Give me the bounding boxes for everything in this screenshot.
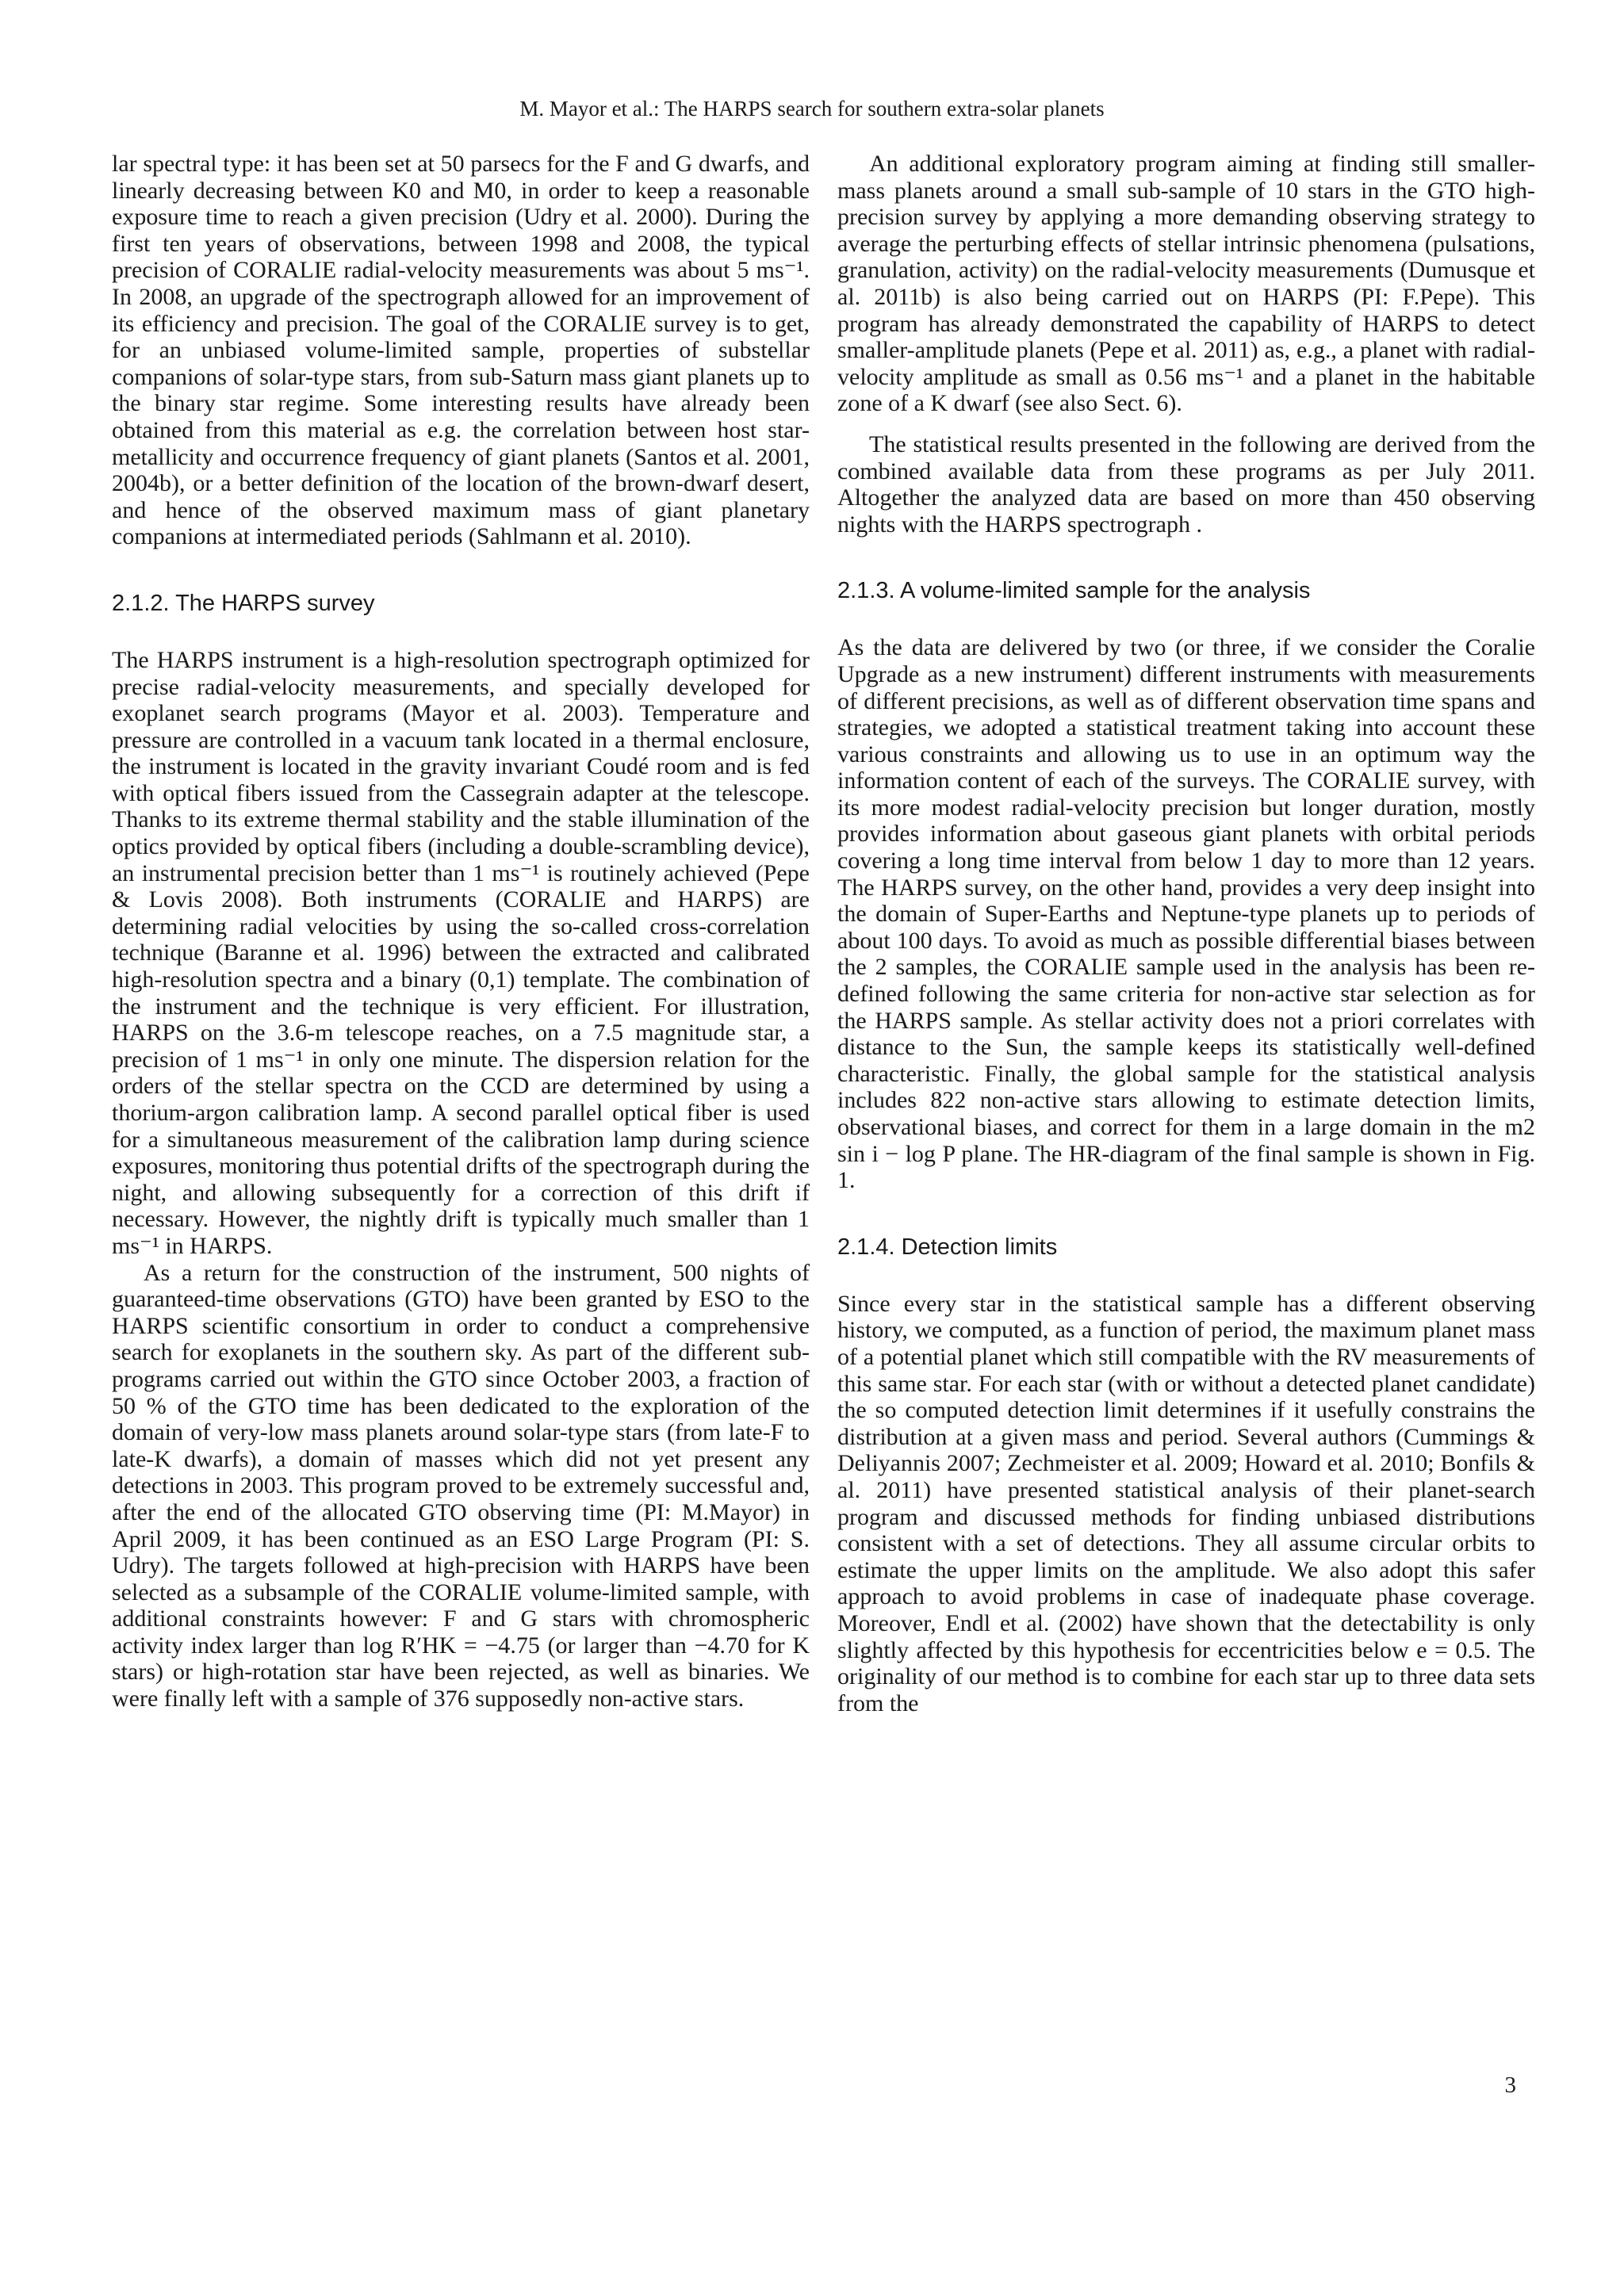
paragraph-volume-limited-sample: As the data are delivered by two (or three, if we consider the Coralie Upgrade as a new instrument) different instruments with measurements of different precisions, as well as of different observation time spans and strategies, we adopted a statistical treatment taking into account these various constraints and allowing us to use in an optimum way the information content of each of the surveys. The CORALIE survey, with its more modest radial-velocity precision but longer duration, mostly provides information about gaseous giant planets with orbital periods covering a long time interval from below 1 day to more than 12 years. The HARPS survey, on the other hand, provides a very deep insight into the domain of Super-Earths and Neptune-type planets up to periods of about 100 days. To avoid as much as possible differential biases between the 2 samples, the CORALIE sample used in the analysis has been re-defined following the same criteria for non-active star selection as for the HARPS sample. As stellar activity does not a priori correlates with distance to the Sun, the sample keeps its statistically well-defined characteristic. Finally, the global sample for the statistical analysis includes 822 non-active stars allowing to estimate detection limits, observational biases, and correct for them in a large domain in the m2 sin i − log P plane. The HR-diagram of the final sample is shown in Fig. 1. — [837, 634, 1535, 1194]
paragraph-harps-instrument: The HARPS instrument is a high-resolution spectrograph optimized for precise radial-velocity measurements, and specially developed for exoplanet search programs (Mayor et al. 2003). Temperature and pressure are controlled in a vacuum tank located in a thermal enclosure, the instrument is located in the gravity invariant Coudé room and is fed with optical fibers issued from the Cassegrain adapter at the telescope. Thanks to its extreme thermal stability and the stable illumination of the optics provided by optical fibers (including a double-scrambling device), an instrumental precision better than 1 ms⁻¹ is routinely achieved (Pepe & Lovis 2008). Both instruments (CORALIE and HARPS) are determining radial velocities by using the so-called cross-correlation technique (Baranne et al. 1996) between the extracted and calibrated high-resolution spectra and a binary (0,1) template. The combination of the instrument and the technique is very efficient. For illustration, HARPS on the 3.6-m telescope reaches, on a 7.5 magnitude star, a precision of 1 ms⁻¹ in only one minute. The dispersion relation for the orders of the stellar spectra on the CCD are determined by using a thorium-argon calibration lamp. A second parallel optical fiber is used for a simultaneous measurement of the calibration lamp during science exposures, monitoring thus potential drifts of the spectrograph during the night, and allowing subsequently for a correction of this drift if necessary. However, the nightly drift is typically much smaller than 1 ms⁻¹ in HARPS. — [112, 646, 810, 1259]
section-heading-detection-limits: 2.1.4. Detection limits — [837, 1234, 1058, 1260]
paragraph-gto: As a return for the construction of the instrument, 500 nights of guaranteed-time observations (GTO) have been granted by ESO to the HARPS scientific consortium in order to conduct a comprehensive search for exoplanets in the southern sky. As part of the different sub-programs carried out within the GTO since October 2003, a fraction of 50 % of the GTO time has been dedicated to the exploration of the domain of very-low mass planets around solar-type stars (from late-F to late-K dwarfs), a domain of masses which did not yet present any detections in 2003. This program proved to be extremely successful and, after the end of the allocated GTO observing time (PI: M.Mayor) in April 2009, it has been continued as an ESO Large Program (PI: S. Udry). The targets followed at high-precision with HARPS have been selected as a subsample of the CORALIE volume-limited sample, with additional constraints however: F and G stars with chromospheric activity index larger than log R′HK = −4.75 (or larger than −4.70 for K stars) or high-rotation star have been rejected, as well as binaries. We were finally left with a sample of 376 supposedly non-active stars. — [112, 1259, 810, 1712]
section-heading-harps-survey: 2.1.2. The HARPS survey — [112, 590, 375, 616]
running-header: M. Mayor et al.: The HARPS search for southern extra-solar planets — [519, 97, 1105, 121]
paragraph-coralie-survey: lar spectral type: it has been set at 50 parsecs for the F and G dwarfs, and linearly decreasing between K0 and M0, in order to keep a reasonable exposure time to reach a given precision (Udry et al. 2000). During the first ten years of observations, between 1998 and 2008, the typical precision of CORALIE radial-velocity measurements was about 5 ms⁻¹. In 2008, an upgrade of the spectrograph allowed for an improvement of its efficiency and precision. The goal of the CORALIE survey is to get, for an unbiased volume-limited sample, properties of substellar companions of solar-type stars, from sub-Saturn mass giant planets up to the binary star regime. Some interesting results have already been obtained from this material as e.g. the correlation between host star-metallicity and occurrence frequency of giant planets (Santos et al. 2001, 2004b), or a better definition of the location of the brown-dwarf desert, and hence of the observed maximum mass of giant planetary companions at intermediated periods (Sahlmann et al. 2010). — [112, 151, 810, 550]
section-heading-volume-limited: 2.1.3. A volume-limited sample for the analysis — [837, 578, 1311, 604]
page-number: 3 — [1504, 2072, 1516, 2098]
left-column — [112, 151, 810, 1712]
right-column — [837, 151, 1535, 1716]
paragraph-statistical-results: The statistical results presented in the following are derived from the combined available data from these programs as per July 2011. Altogether the analyzed data are based on more than 450 observing nights with the HARPS spectrograph . — [837, 430, 1535, 538]
paragraph-detection-limits: Since every star in the statistical sample has a different observing history, we computed, as a function of period, the maximum planet mass of a potential planet which still compatible with the RV measurements of this same star. For each star (with or without a detected planet candidate) the so computed detection limit determines if it usefully constrains the distribution at a given mass and period. Several authors (Cummings & Deliyannis 2007; Zechmeister et al. 2009; Howard et al. 2010; Bonfils & al. 2011) have presented statistical analysis of their planet-search program and discussed methods for finding unbiased distributions consistent with a set of detections. They all assume circular orbits to estimate the upper limits on the amplitude. We also adopt this safer approach to avoid problems in case of inadequate phase coverage. Moreover, Endl et al. (2002) have shown that the detectability is only slightly affected by this hypothesis for eccentricities below e = 0.5. The originality of our method is to combine for each star up to three data sets from the — [837, 1290, 1535, 1716]
paragraph-exploratory-program: An additional exploratory program aiming at finding still smaller-mass planets around a small sub-sample of 10 stars in the GTO high-precision survey by applying a more demanding observing strategy to average the perturbing effects of stellar intrinsic phenomena (pulsations, granulation, activity) on the radial-velocity measurements (Dumusque et al. 2011b) is also being carried out on HARPS (PI: F.Pepe). This program has already demonstrated the capability of HARPS to detect smaller-amplitude planets (Pepe et al. 2011) as, e.g., a planet with radial-velocity amplitude as small as 0.56 ms⁻¹ and a planet in the habitable zone of a K dwarf (see also Sect. 6). — [837, 151, 1535, 417]
